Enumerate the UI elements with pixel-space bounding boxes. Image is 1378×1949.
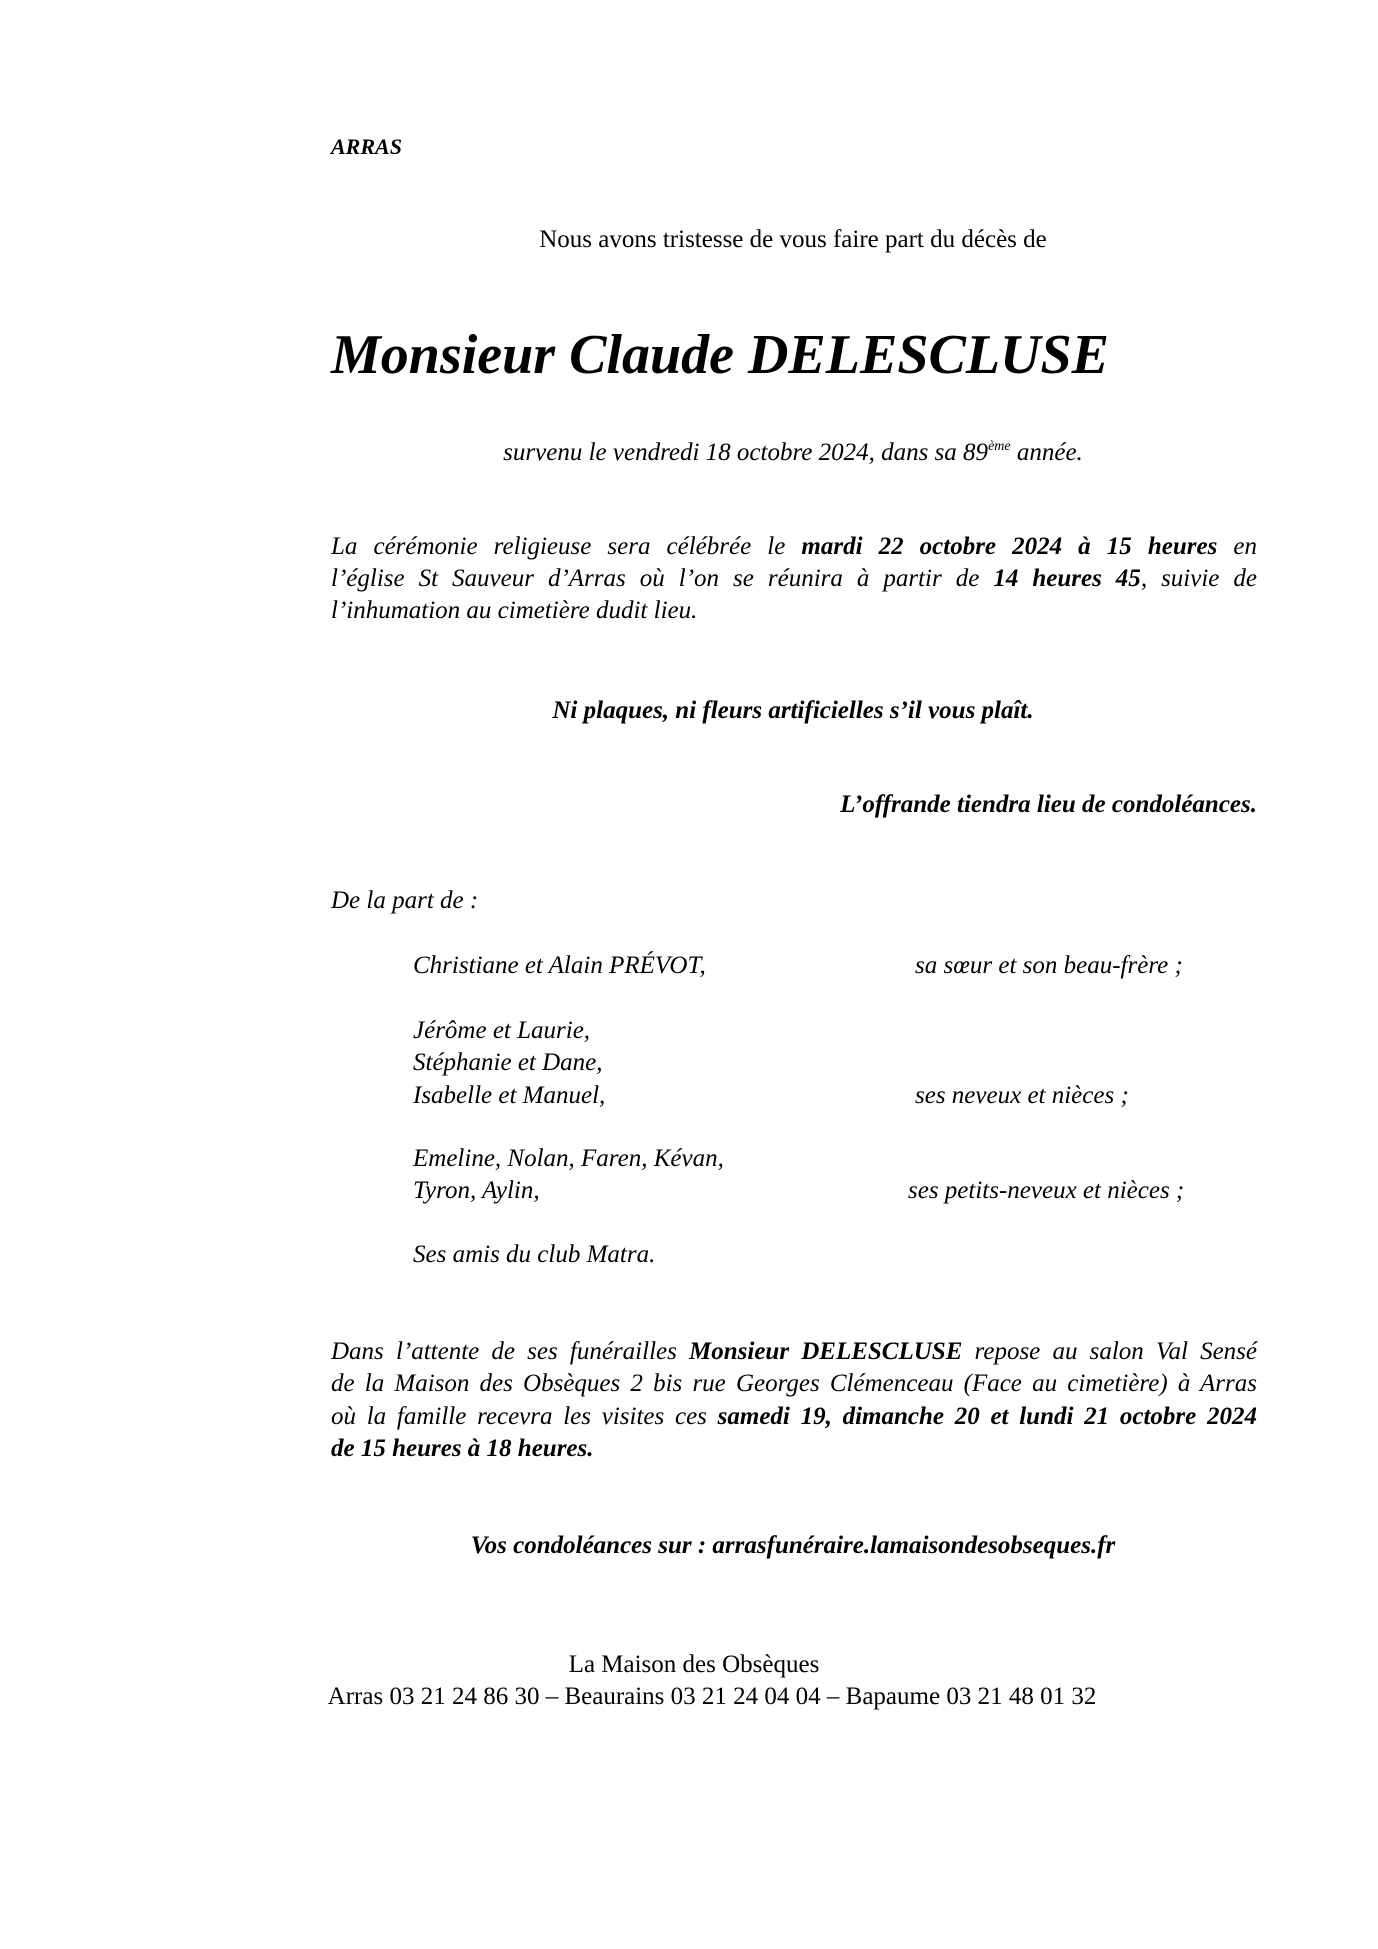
family-relation: ses petits-neveux et nièces ; (908, 1177, 1185, 1204)
from-label: De la part de : (331, 887, 479, 914)
footer-phones: Arras 03 21 24 86 30 – Beaurains 03 21 24 04 04 – Bapaume 03 21 48 01 32 (327, 1683, 1097, 1710)
family-names: Stéphanie et Dane, (413, 1049, 603, 1076)
visitation-line: de la Maison des Obsèques 2 bis rue Georges Clémenceau (Face au cimetière) à Arras (331, 1370, 1257, 1397)
ceremony-datetime: mardi 22 octobre 2024 à 15 heures (801, 533, 1218, 560)
text: , suivie de (1140, 565, 1257, 592)
visitation-hours: de 15 heures à 18 heures. (331, 1435, 594, 1462)
family-names: Emeline, Nolan, Faren, Kévan, (413, 1145, 724, 1172)
no-flowers-note: Ni plaques, ni fleurs artificielles s’il vous plaît. (552, 697, 1034, 724)
text: repose au salon Val Sensé (962, 1338, 1258, 1365)
family-names: Tyron, Aylin, (413, 1177, 540, 1204)
text: en (1217, 533, 1257, 560)
text: La cérémonie religieuse sera célébrée le (331, 533, 802, 560)
family-names: Ses amis du club Matra. (413, 1241, 656, 1268)
death-notice-text: survenu le vendredi 18 octobre 2024, dans sa 89 (503, 439, 989, 466)
condolences-link[interactable]: Vos condoléances sur : arrasfunéraire.lamaisondesobseques.fr (470, 1532, 1116, 1559)
text: où la famille recevra les visites ces (331, 1403, 718, 1430)
ceremony-line (331, 531, 1257, 563)
family-relation: sa sœur et son beau-frère ; (915, 952, 1183, 979)
intro-text: Nous avons tristesse de vous faire part du décès de (539, 226, 1047, 253)
text: Dans l’attente de ses funérailles (331, 1338, 690, 1365)
footer-company: La Maison des Obsèques (568, 1651, 820, 1678)
deceased-name: Monsieur Claude DELESCLUSE (331, 324, 1109, 386)
text: l’église St Sauveur d’Arras où l’on se réunira à partir de (331, 565, 994, 592)
gathering-time: 14 heures 45 (993, 565, 1141, 592)
death-notice-end: année. (1010, 439, 1083, 466)
ceremony-line (331, 563, 1257, 595)
visitation-line (331, 1336, 1257, 1368)
visitation-dates: samedi 19, dimanche 20 et lundi 21 octobre 2024 (717, 1403, 1257, 1430)
family-names: Isabelle et Manuel, (413, 1082, 606, 1109)
death-notice-sup: ème (988, 439, 1011, 454)
family-relation: ses neveux et nièces ; (915, 1082, 1129, 1109)
ceremony-line: l’inhumation au cimetière dudit lieu. (331, 597, 698, 624)
death-notice (503, 437, 1083, 469)
visitation-line (331, 1401, 1257, 1433)
offering-note: L’offrande tiendra lieu de condoléances. (840, 791, 1257, 818)
family-names: Jérôme et Laurie, (413, 1017, 591, 1044)
family-names: Christiane et Alain PRÉVOT, (413, 952, 706, 979)
deceased-name-inline: Monsieur DELESCLUSE (689, 1338, 963, 1365)
city-heading: ARRAS (331, 134, 402, 159)
